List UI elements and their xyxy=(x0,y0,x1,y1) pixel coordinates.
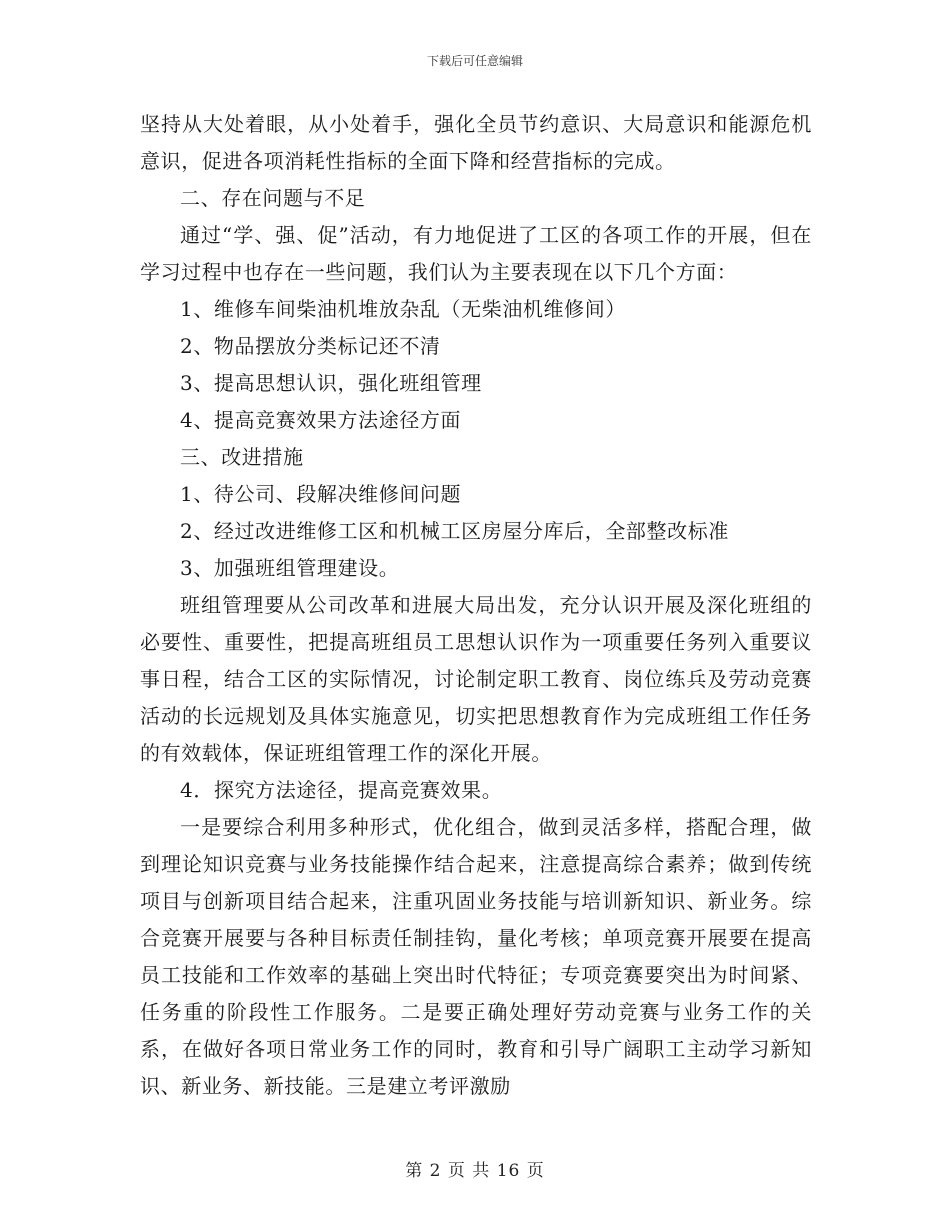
page-header: 下载后可任意编辑 xyxy=(426,54,523,68)
subheading-competition-methods: 4．探究方法途径，提高竞赛效果。 xyxy=(180,778,503,802)
section-heading-measures: 三、改进措施 xyxy=(180,445,304,469)
list-item-problem-4: 4、提高竞赛效果方法途径方面 xyxy=(180,408,462,432)
paragraph-intro-continuation: 坚持从大处着眼，从小处着手，强化全员节约意识、大局意识和能源危机意识，促进各项消耗性指标的全面下降和经营指标的完成。 xyxy=(140,112,812,173)
list-item-measure-1: 1、待公司、段解决维修间问题 xyxy=(180,482,462,506)
list-item-measure-2: 2、经过改进维修工区和机械工区房屋分库后，全部整改标准 xyxy=(180,519,729,543)
document-body xyxy=(140,106,812,1105)
list-item-problem-1: 1、维修车间柴油机堆放杂乱（无柴油机维修间） xyxy=(180,297,626,321)
list-item-problem-3: 3、提高思想认识，强化班组管理 xyxy=(180,371,482,395)
section-heading-problems: 二、存在问题与不足 xyxy=(180,186,366,210)
list-item-problem-2: 2、物品摆放分类标记还不清 xyxy=(180,334,441,358)
page-number-footer: 第 2 页 共 16 页 xyxy=(405,1161,545,1181)
paragraph-problems-summary: 通过“学、强、促”活动，有力地促进了工区的各项工作的开展，但在学习过程中也存在一些问题，我们认为主要表现在以下几个方面： xyxy=(140,223,812,284)
paragraph-competition-details: 一是要综合利用多种形式，优化组合，做到灵活多样，搭配合理，做到理论知识竞赛与业务技能操作结合起来，注意提高综合素养；做到传统项目与创新项目结合起来，注重巩固业务技能与培训新知识、新业务。综合竞赛开展要与各种目标责任制挂钩，量化考核；单项竞赛开展要在提高员工技能和工作效率的基础上突出时代特征；专项竞赛要突出为时间紧、任务重的阶段性工作服务。二是要正确处理好劳动竞赛与业务工作的关系，在做好各项日常业务工作的同时，教育和引导广阔职工主动学习新知识、新业务、新技能。三是建立考评激励 xyxy=(140,815,812,1098)
paragraph-team-management: 班组管理要从公司改革和进展大局出发，充分认识开展及深化班组的必要性、重要性，把提高班组员工思想认识作为一项重要任务列入重要议事日程，结合工区的实际情况，讨论制定职工教育、岗位练兵及劳动竞赛活动的长远规划及具体实施意见，切实把思想教育作为完成班组工作任务的有效载体，保证班组管理工作的深化开展。 xyxy=(140,593,812,765)
list-item-measure-3: 3、加强班组管理建设。 xyxy=(180,556,400,580)
